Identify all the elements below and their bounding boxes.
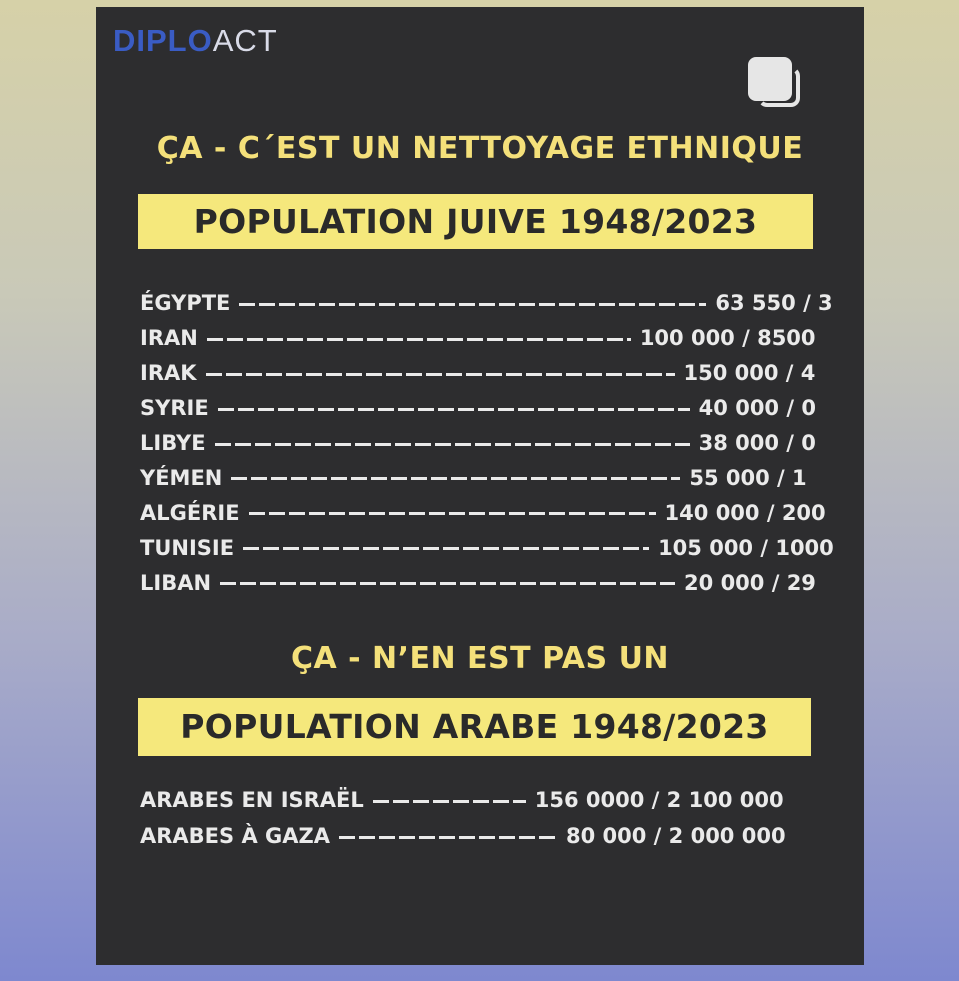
infographic-card [96,7,864,965]
row-value: 63 550 / 3 [715,291,833,316]
row-label: ARABES À GAZA [140,824,330,848]
row-label: IRAN [140,326,198,351]
dash-leader [215,443,690,446]
list-item [140,356,834,391]
logo-text-1: DIPLO [113,23,213,58]
list-item [140,321,834,356]
row-label: ÉGYPTE [140,291,231,316]
row-label: IRAK [140,361,197,386]
copy-icon[interactable] [748,57,810,113]
dash-leader [243,547,649,550]
banner-arab-population: POPULATION ARABE 1948/2023 [138,698,811,756]
row-label: ARABES EN ISRAËL [140,788,364,812]
dash-leader [373,800,526,803]
list-item [140,782,786,818]
list-item [140,426,834,461]
row-label: LIBAN [140,570,212,595]
banner-jewish-population: POPULATION JUIVE 1948/2023 [138,194,813,249]
logo-text-2: ACT [212,23,278,58]
dash-leader [231,477,680,480]
row-value: 40 000 / 0 [698,396,816,421]
list-item [140,530,834,565]
brand-logo [113,23,278,59]
row-value: 80 000 / 2 000 000 [566,824,786,848]
headline-ethnic-cleansing: ÇA - C´EST UN NETTOYAGE ETHNIQUE [156,131,804,166]
row-value: 100 000 / 8500 [639,326,816,351]
row-value: 105 000 / 1000 [658,535,834,560]
list-item [140,818,786,854]
row-value: 156 0000 / 2 100 000 [534,788,784,812]
dash-leader [339,836,557,839]
row-label: ALGÉRIE [140,500,240,525]
list-item [140,460,834,495]
row-label: YÉMEN [140,465,223,490]
row-label: LIBYE [140,431,206,455]
dash-leader [207,338,631,341]
list-item [140,286,834,321]
dash-leader [218,408,690,411]
dash-leader [206,373,675,376]
list-item [140,565,834,600]
row-label: SYRIE [140,396,209,421]
dash-leader [220,582,675,585]
jewish-population-list [140,286,834,600]
headline-not-one: ÇA - N’EN EST PAS UN [290,641,670,676]
row-value: 20 000 / 29 [684,570,816,595]
dash-leader [249,512,656,515]
row-value: 150 000 / 4 [683,361,816,386]
list-item [140,495,834,530]
row-label: TUNISIE [140,535,235,560]
row-value: 55 000 / 1 [689,465,807,490]
row-value: 38 000 / 0 [698,431,816,455]
dash-leader [239,303,706,306]
row-value: 140 000 / 200 [664,500,826,525]
list-item [140,391,834,426]
arab-population-list [140,782,786,854]
